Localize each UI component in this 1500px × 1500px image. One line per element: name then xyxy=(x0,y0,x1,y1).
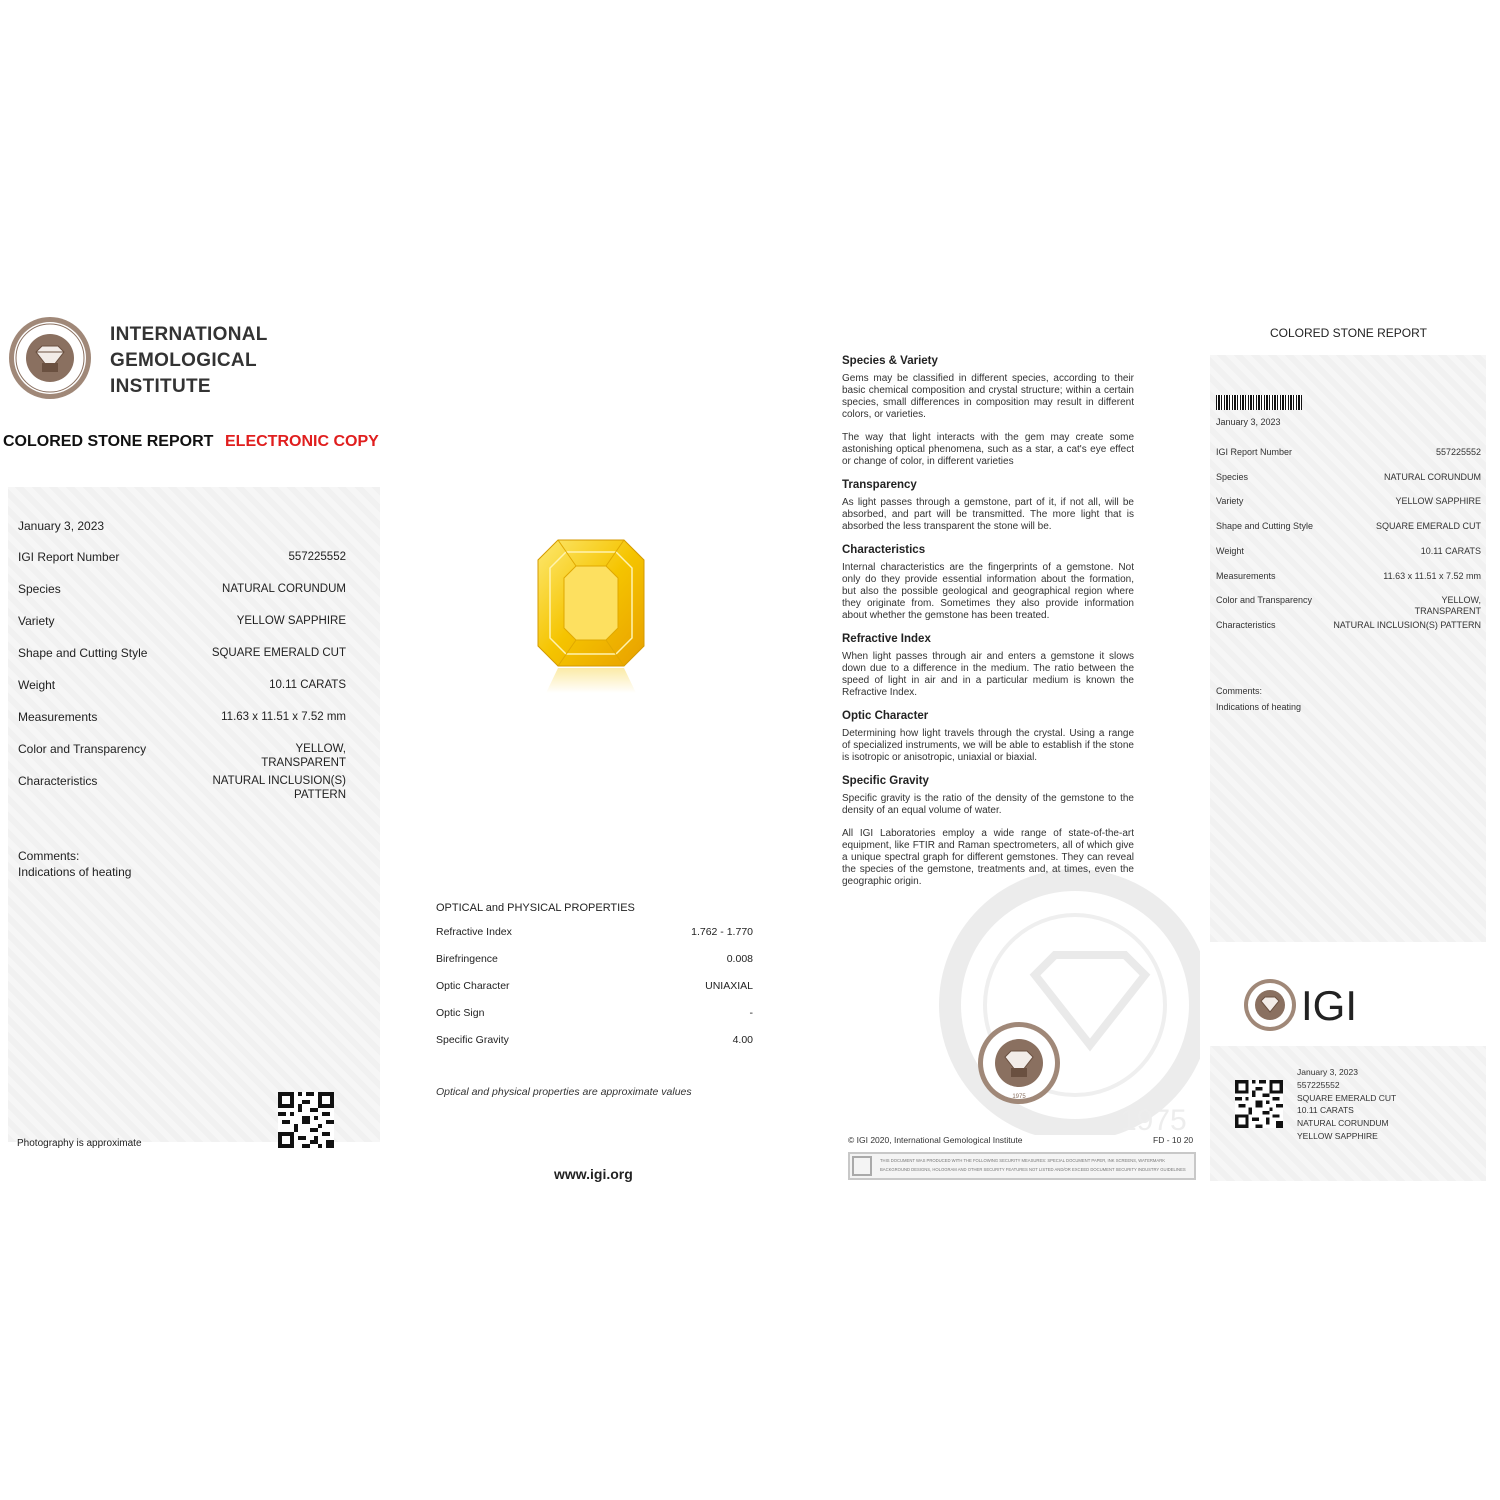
field-value xyxy=(237,614,346,628)
summary-value-line: NATURAL INCLUSION(S) PATTERN xyxy=(1333,619,1481,630)
field-value-line: YELLOW, xyxy=(295,743,346,755)
summary-field-row xyxy=(1216,571,1481,593)
info-paragraph: As light passes through a gemstone, part of it, if not all, will be absorbed, and part will be transmitted. The more light that is absorbed the less transparent the stone will be. xyxy=(842,497,1134,532)
summary-field-row xyxy=(1216,521,1481,543)
summary-label: Weight xyxy=(1216,545,1244,556)
field-label: Color and Transparency xyxy=(18,742,147,756)
summary-field-row xyxy=(1216,546,1481,568)
summary-value-line: SQUARE EMERALD CUT xyxy=(1375,521,1481,532)
summary-label: IGI Report Number xyxy=(1216,447,1293,457)
org-line-1: INTERNATIONAL xyxy=(110,324,268,345)
report-field-row xyxy=(18,774,346,804)
report-date: January 3, 2023 xyxy=(18,519,105,533)
optical-row xyxy=(436,926,753,940)
info-paragraph: All IGI Laboratories employ a wide range of state-of-the-art equipment, like FTIR and Raman spectrometers, all of which give a unique spectral graph for different gemstones. They can reveal the species of the gemstone, treatments and, at times, even the geographic origin. xyxy=(842,828,1134,887)
optical-note: Optical and physical properties are approximate values xyxy=(436,1086,692,1098)
stub-line: NATURAL CORUNDUM xyxy=(1297,1118,1389,1129)
info-paragraph: Internal characteristics are the fingerprints of a gemstone. Not only do they provide essential information about the formation, but also the possible geological and geographical region where they originate from. Sometimes they also provide information about whether the gemstone has been treated. xyxy=(842,562,1134,621)
report-field-row xyxy=(18,646,346,676)
field-value xyxy=(222,582,346,596)
info-paragraph: Specific gravity is the ratio of the density of the gemstone to the density of an equal volume of water. xyxy=(842,793,1134,816)
stub-line: 10.11 CARATS xyxy=(1297,1105,1354,1116)
summary-value xyxy=(1333,620,1481,631)
field-value-line: YELLOW SAPPHIRE xyxy=(236,615,346,627)
stub-line: YELLOW SAPPHIRE xyxy=(1297,1130,1378,1141)
summary-comments-value: Indications of heating xyxy=(1216,702,1302,712)
summary-value-line: YELLOW SAPPHIRE xyxy=(1395,496,1481,507)
security-line-1: THIS DOCUMENT WAS PRODUCED WITH THE FOLLOWING SECURITY MEASURES: SPECIAL DOCUMENT PAPER, INK SCREENS, WATERMARK xyxy=(880,1158,1166,1163)
field-value xyxy=(269,678,346,692)
summary-label: Species xyxy=(1216,471,1249,482)
summary-value xyxy=(1436,447,1481,458)
field-value xyxy=(221,710,346,724)
optical-value: 1.762 - 1.770 xyxy=(691,926,753,938)
stub-qr-code[interactable] xyxy=(1235,1080,1283,1128)
summary-value-line: 557225552 xyxy=(1435,447,1481,457)
optical-label: Optic Sign xyxy=(436,1007,485,1019)
field-value-line: 11.63 x 11.51 x 7.52 mm xyxy=(221,711,346,723)
info-heading: Transparency xyxy=(842,479,917,491)
summary-value xyxy=(1376,521,1481,532)
copyright: © IGI 2020, International Gemological Institute xyxy=(848,1135,1023,1145)
stub-lines xyxy=(1297,1066,1396,1143)
summary-value xyxy=(1421,546,1481,557)
electronic-copy-badge: ELECTRONIC COPY xyxy=(225,433,379,450)
field-value-line: NATURAL INCLUSION(S) xyxy=(212,775,346,787)
optical-label: Optic Character xyxy=(436,980,510,992)
summary-value-line: YELLOW, xyxy=(1441,595,1481,606)
field-label: Measurements xyxy=(18,710,98,724)
field-value-line: 557225552 xyxy=(288,551,346,563)
summary-panel xyxy=(1210,355,1486,942)
summary-field-row xyxy=(1216,595,1481,617)
summary-label: Color and Transparency xyxy=(1216,595,1313,606)
barcode[interactable] xyxy=(1216,395,1302,410)
summary-field-row xyxy=(1216,472,1481,494)
info-panel xyxy=(842,355,1134,899)
info-heading: Specific Gravity xyxy=(842,775,929,787)
watermark-year: 1975 xyxy=(1120,1104,1187,1135)
optical-row xyxy=(436,980,753,994)
org-line-2: GEMOLOGICAL xyxy=(110,350,257,371)
summary-value-line: TRANSPARENT xyxy=(1414,606,1481,617)
organization-name xyxy=(110,322,268,400)
field-value xyxy=(288,550,346,564)
qr-code[interactable] xyxy=(278,1092,334,1148)
info-paragraph: Gems may be classified in different species, according to their basic chemical composition and crystal structure; within a certain species, small differences in composition may result in different colors, or varieties. xyxy=(842,373,1134,420)
stub-line: SQUARE EMERALD CUT xyxy=(1297,1092,1397,1103)
comments-label: Comments: xyxy=(18,849,80,863)
form-code: FD - 10 20 xyxy=(1153,1135,1194,1145)
optical-value: UNIAXIAL xyxy=(705,980,753,992)
summary-date: January 3, 2023 xyxy=(1216,417,1281,427)
field-label: Shape and Cutting Style xyxy=(18,646,148,660)
summary-value-line: 10.11 CARATS xyxy=(1420,545,1481,556)
summary-field-row xyxy=(1216,496,1481,518)
igi-seal-center xyxy=(977,1021,1061,1105)
report-field-row xyxy=(18,678,346,708)
optical-label: Birefringence xyxy=(436,953,498,965)
report-field-row xyxy=(18,742,346,772)
info-paragraph: Determining how light travels through the crystal. Using a range of specialized instruments, we will be able to establish if the stone is isotropic or anisotropic, uniaxial or biaxial. xyxy=(842,728,1134,763)
field-value xyxy=(212,774,346,802)
report-field-row xyxy=(18,582,346,612)
summary-field-row xyxy=(1216,620,1481,642)
igi-logo-text: IGI xyxy=(1301,982,1358,1029)
summary-label: Variety xyxy=(1216,496,1244,507)
report-title: COLORED STONE REPORT xyxy=(3,433,214,450)
field-label: Variety xyxy=(18,614,55,628)
field-label: IGI Report Number xyxy=(18,550,120,564)
optical-value: 0.008 xyxy=(726,953,753,965)
summary-value xyxy=(1384,472,1481,483)
field-value xyxy=(212,646,346,660)
field-value-line: TRANSPARENT xyxy=(261,757,346,769)
stub-line: January 3, 2023 xyxy=(1297,1067,1358,1077)
website-link[interactable]: www.igi.org xyxy=(554,1166,633,1182)
info-heading: Characteristics xyxy=(842,544,926,556)
gemstone-photo xyxy=(536,538,646,693)
lock-icon xyxy=(852,1156,872,1176)
field-label: Species xyxy=(18,582,61,596)
summary-label: Shape and Cutting Style xyxy=(1216,521,1314,532)
field-value-line: SQUARE EMERALD CUT xyxy=(211,647,346,659)
optical-value: 4.00 xyxy=(732,1034,753,1046)
field-value-line: 10.11 CARATS xyxy=(269,679,346,691)
security-line-2: BACKGROUND DESIGNS, HOLOGRAM AND OTHER SECURITY FEATURES NOT LISTED AND/OR EXCEED DOCUMENT SECURITY INDUSTRY GUIDELINES xyxy=(880,1167,1186,1172)
photo-note: Photography is approximate xyxy=(17,1138,142,1149)
summary-value xyxy=(1395,496,1481,507)
field-value xyxy=(261,742,346,770)
summary-comments-label: Comments: xyxy=(1216,686,1263,696)
optical-label: Specific Gravity xyxy=(436,1034,509,1046)
summary-title: COLORED STONE REPORT xyxy=(1270,326,1427,340)
seal-year: 1975 xyxy=(1012,1094,1026,1100)
field-value-line: NATURAL CORUNDUM xyxy=(222,583,346,595)
summary-value xyxy=(1415,595,1481,617)
summary-value-line: NATURAL CORUNDUM xyxy=(1383,471,1481,482)
optical-row xyxy=(436,953,753,967)
report-field-row xyxy=(18,614,346,644)
optical-row xyxy=(436,1034,753,1048)
comments-value: Indications of heating xyxy=(18,865,132,879)
info-heading: Optic Character xyxy=(842,710,929,722)
field-label: Characteristics xyxy=(18,774,98,788)
info-heading: Refractive Index xyxy=(842,633,931,645)
info-paragraph: When light passes through air and enters a gemstone it slows down due to a difference in the medium. The ratio between the speed of light in air and in a particular medium is known the Refractive Index. xyxy=(842,651,1134,698)
igi-logo xyxy=(1243,978,1383,1032)
summary-label: Characteristics xyxy=(1216,619,1276,630)
field-label: Weight xyxy=(18,678,56,692)
summary-value-line: 11.63 x 11.51 x 7.52 mm xyxy=(1383,570,1481,581)
optical-row xyxy=(436,1007,753,1021)
field-value-line: PATTERN xyxy=(294,789,346,801)
info-paragraph: The way that light interacts with the gem may create some astonishing optical phenomena, such as a star, a cat's eye effect or change of color, in different varieties xyxy=(842,432,1134,467)
stub-line: 557225552 xyxy=(1297,1079,1340,1090)
summary-value xyxy=(1383,571,1481,582)
optical-label: Refractive Index xyxy=(436,926,512,938)
org-line-3: INSTITUTE xyxy=(110,376,211,397)
summary-label: Measurements xyxy=(1216,570,1276,581)
info-heading: Species & Variety xyxy=(842,355,938,367)
report-field-row xyxy=(18,710,346,740)
igi-seal-logo xyxy=(8,316,92,400)
security-strip xyxy=(848,1152,1196,1180)
summary-field-row xyxy=(1216,447,1481,469)
optical-value: - xyxy=(749,1007,753,1019)
report-field-row xyxy=(18,550,346,580)
optical-heading: OPTICAL and PHYSICAL PROPERTIES xyxy=(436,902,635,914)
